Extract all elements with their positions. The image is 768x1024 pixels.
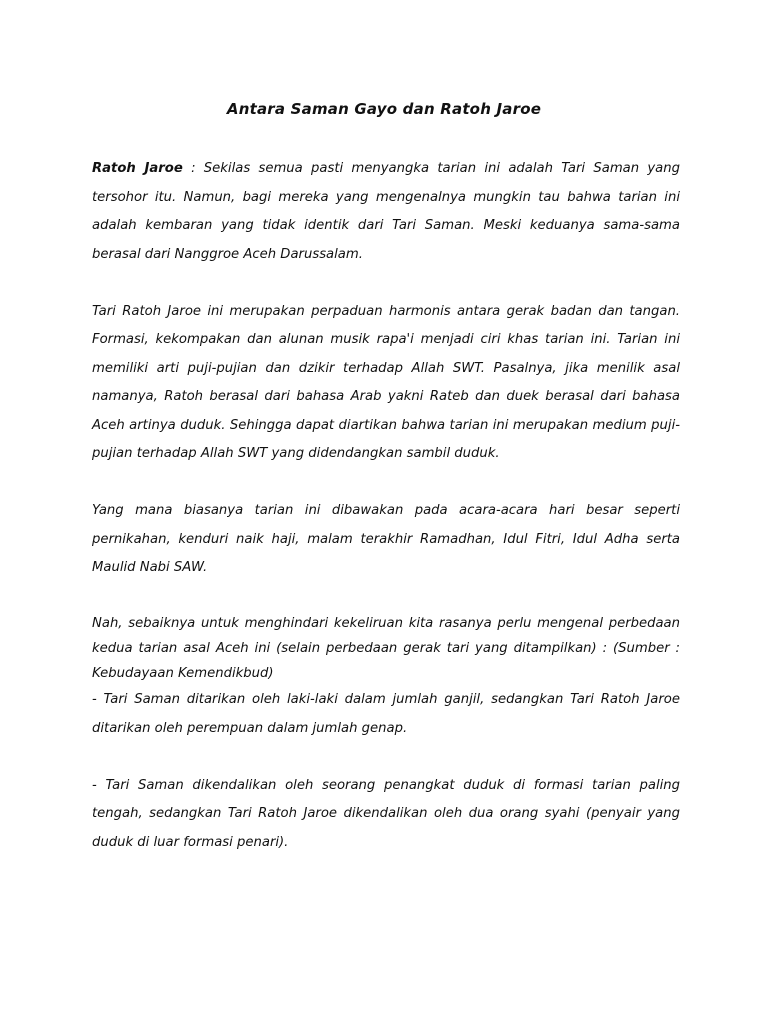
paragraph-description: Tari Ratoh Jaroe ini merupakan perpaduan harmonis antara gerak badan dan tangan. Formasi, kekompakan dan alunan musik rapa'i menjadi ciri khas tarian ini. Tarian ini memiliki arti puji-pujian dan dzikir terhadap Allah SWT. Pasalnya, jika menilik asal namanya, Ratoh berasal dari bahasa Arab yakni Rateb dan duek berasal dari bahasa Aceh artinya duduk. Sehingga dapat diartikan bahwa tarian ini merupakan medium puji-pujian terhadap Allah SWT yang didendangkan sambil duduk. — [92, 303, 680, 461]
paragraph-occasions: Yang mana biasanya tarian ini dibawakan pada acara-acara hari besar seperti pernikahan, kenduri naik haji, malam terakhir Ramadhan, Idul Fitri, Idul Adha serta Maulid Nabi SAW. — [92, 503, 680, 575]
paragraph-differences-intro: Nah, sebaiknya untuk menghindari kekeliruan kita rasanya perlu mengenal perbedaan kedua tarian asal Aceh ini (selain perbedaan gerak tari yang ditampilkan) : (Sumber : Kebudayaan Kemendikbud) — [92, 616, 680, 681]
paragraph-gap — [92, 743, 680, 772]
paragraph-difference-1: - Tari Saman ditarikan oleh laki-laki dalam jumlah ganjil, sedangkan Tari Ratoh Jaroe ditarikan oleh perempuan dalam jumlah genap. — [92, 692, 680, 736]
document-body — [92, 155, 680, 857]
paragraph-intro-text: : Sekilas semua pasti menyangka tarian ini adalah Tari Saman yang tersohor itu. Namun, bagi mereka yang mengenalnya mungkin tau bahwa tarian ini adalah kembaran yang tidak identik dari Tari Saman. Meski keduanya sama-sama berasal dari Nanggroe Aceh Darussalam. — [92, 161, 680, 262]
paragraph-gap — [92, 269, 680, 298]
paragraph-gap — [92, 469, 680, 498]
paragraph-intro — [92, 155, 680, 269]
document-title: Antara Saman Gayo dan Ratoh Jaroe — [226, 100, 542, 118]
paragraph-intro-lead: Ratoh Jaroe — [92, 161, 183, 176]
paragraph-difference-2: - Tari Saman dikendalikan oleh seorang penangkat duduk di formasi tarian paling tengah, sedangkan Tari Ratoh Jaroe dikendalikan oleh dua orang syahi (penyair yang duduk di luar formasi penari). — [92, 777, 680, 850]
paragraph-gap — [92, 583, 680, 612]
